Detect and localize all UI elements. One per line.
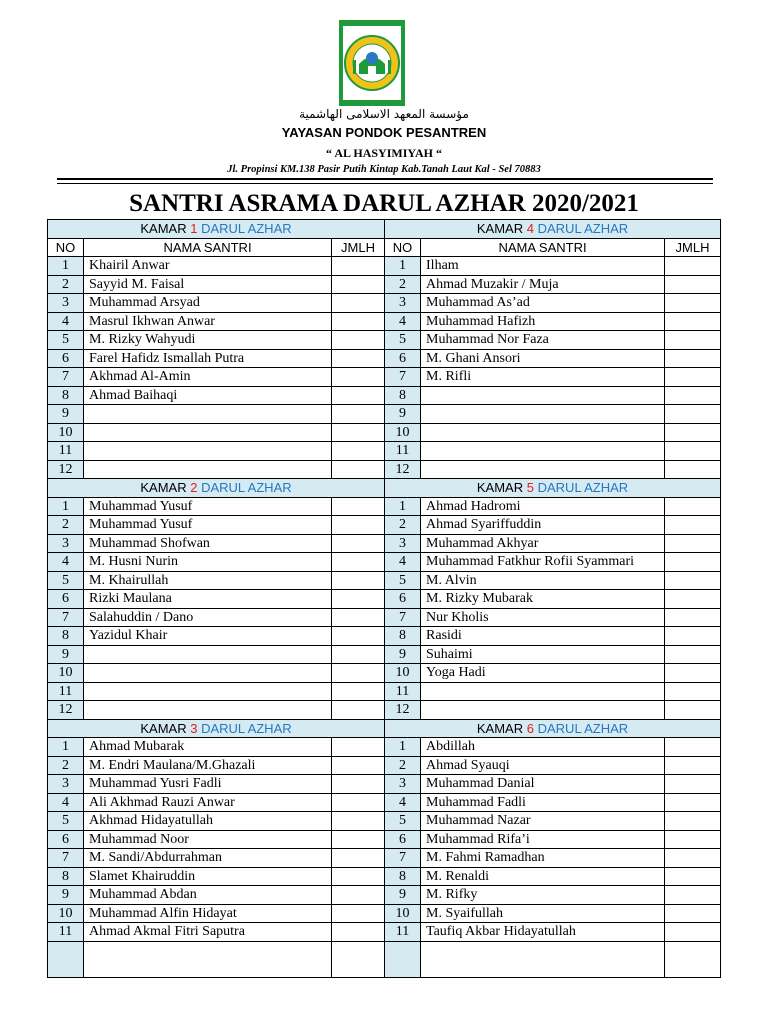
- row-number: 9: [48, 405, 84, 424]
- kamar-word: KAMAR: [140, 480, 187, 496]
- row-number: 6: [385, 590, 421, 609]
- arabic-foundation-name: مؤسسة المعهد الاسلامى الهاشمية: [299, 107, 469, 121]
- row-number: 3: [385, 775, 421, 794]
- student-name: M. Rizky Wahyudi: [84, 331, 332, 350]
- row-number: 10: [385, 423, 421, 442]
- row-number: 5: [48, 571, 84, 590]
- student-name: [421, 701, 665, 720]
- student-name: Sayyid M. Faisal: [84, 275, 332, 294]
- kamar-header-left: [48, 479, 385, 498]
- student-name: [84, 460, 332, 479]
- student-total: [665, 923, 721, 942]
- student-total: [665, 867, 721, 886]
- table-row: [48, 756, 721, 775]
- student-name: Ilham: [421, 257, 665, 276]
- student-total: [332, 294, 385, 313]
- row-number: 9: [385, 645, 421, 664]
- student-name: [421, 386, 665, 405]
- row-number: 7: [385, 368, 421, 387]
- row-number: 1: [48, 257, 84, 276]
- student-name: Ahmad Mubarak: [84, 738, 332, 757]
- kamar-number: 5: [526, 480, 534, 496]
- student-total: [332, 571, 385, 590]
- student-name: [421, 682, 665, 701]
- row-number: 11: [48, 682, 84, 701]
- student-name: [84, 701, 332, 720]
- address: Jl. Propinsi KM.138 Pasir Putih Kintap Kab.Tanah Laut Kal - Sel 70883: [227, 164, 541, 175]
- table-row: [48, 886, 721, 905]
- student-total: [665, 775, 721, 794]
- student-total: [665, 830, 721, 849]
- student-name: M. Rifky: [421, 886, 665, 905]
- foundation-logo: [339, 20, 405, 106]
- row-number: 9: [48, 645, 84, 664]
- row-number: 4: [385, 793, 421, 812]
- student-total: [332, 460, 385, 479]
- column-no-header: NO: [48, 238, 84, 257]
- dorm-name: DARUL AZHAR: [201, 720, 292, 736]
- student-total: [332, 701, 385, 720]
- dorm-name: DARUL AZHAR: [537, 720, 629, 736]
- header-rule-thick: [57, 178, 713, 180]
- student-name: Muhammad Akhyar: [421, 534, 665, 553]
- student-total: [665, 405, 721, 424]
- student-total: [665, 812, 721, 831]
- row-number: 11: [48, 923, 84, 942]
- foundation-name: YAYASAN PONDOK PESANTREN: [281, 125, 487, 140]
- student-total: [665, 442, 721, 461]
- student-total: [332, 812, 385, 831]
- student-total: [665, 294, 721, 313]
- student-name: M. Khairullah: [84, 571, 332, 590]
- kamar-word: KAMAR: [140, 720, 187, 736]
- student-total: [332, 312, 385, 331]
- page-title: SANTRI ASRAMA DARUL AZHAR 2020/2021: [129, 190, 639, 217]
- student-name: Ahmad Baihaqi: [84, 386, 332, 405]
- table-row: [48, 460, 721, 479]
- kamar-number: 1: [190, 221, 198, 237]
- row-number: 5: [48, 331, 84, 350]
- student-name: [84, 664, 332, 683]
- student-name: [84, 442, 332, 461]
- student-name: Muhammad Alfin Hidayat: [84, 904, 332, 923]
- student-total: [332, 830, 385, 849]
- row-number: 3: [48, 534, 84, 553]
- table-row: [48, 571, 721, 590]
- student-name: M. Husni Nurin: [84, 553, 332, 572]
- column-name-header: NAMA SANTRI: [84, 238, 332, 257]
- row-number: 7: [48, 608, 84, 627]
- row-number: 8: [48, 386, 84, 405]
- student-total: [332, 756, 385, 775]
- student-name: Nur Kholis: [421, 608, 665, 627]
- row-number: 10: [48, 664, 84, 683]
- table-row: [48, 608, 721, 627]
- kamar-header-row: [48, 719, 721, 738]
- student-total: [665, 645, 721, 664]
- row-number: 11: [48, 442, 84, 461]
- student-name: Muhammad Shofwan: [84, 534, 332, 553]
- student-name: M. Endri Maulana/M.Ghazali: [84, 756, 332, 775]
- table-row: [48, 645, 721, 664]
- student-name: [421, 442, 665, 461]
- table-row: [48, 534, 721, 553]
- row-number: 7: [385, 608, 421, 627]
- student-total: [332, 867, 385, 886]
- student-total: [332, 608, 385, 627]
- kamar-header-right: [385, 220, 721, 239]
- table-row: [48, 294, 721, 313]
- student-name: Akhmad Hidayatullah: [84, 812, 332, 831]
- row-number: 6: [385, 349, 421, 368]
- row-number: 1: [48, 738, 84, 757]
- row-number: 3: [385, 534, 421, 553]
- row-number: 9: [385, 405, 421, 424]
- row-number: 2: [385, 756, 421, 775]
- student-total: [665, 275, 721, 294]
- dorm-name: DARUL AZHAR: [537, 221, 629, 237]
- student-total: [665, 738, 721, 757]
- row-number: 6: [385, 830, 421, 849]
- student-name: M. Alvin: [421, 571, 665, 590]
- table-row: [48, 793, 721, 812]
- row-number: 2: [48, 516, 84, 535]
- table-row: [48, 312, 721, 331]
- row-number: 6: [48, 830, 84, 849]
- row-number: 8: [385, 627, 421, 646]
- student-total: [665, 497, 721, 516]
- student-name: Masrul Ikhwan Anwar: [84, 312, 332, 331]
- student-total: [332, 775, 385, 794]
- student-total: [332, 941, 385, 978]
- row-number: 11: [385, 682, 421, 701]
- student-name: Taufiq Akbar Hidayatullah: [421, 923, 665, 942]
- student-total: [665, 886, 721, 905]
- student-name: Slamet Khairuddin: [84, 867, 332, 886]
- table-row: [48, 349, 721, 368]
- row-number: 10: [48, 904, 84, 923]
- row-number: 3: [48, 775, 84, 794]
- kamar-header-right: [385, 479, 721, 498]
- table-row: [48, 812, 721, 831]
- student-name: Muhammad Nor Faza: [421, 331, 665, 350]
- table-row: [48, 904, 721, 923]
- kamar-number: 2: [190, 480, 198, 496]
- student-total: [665, 571, 721, 590]
- column-header-row: [48, 238, 721, 257]
- student-name: [421, 405, 665, 424]
- student-name: Ahmad Hadromi: [421, 497, 665, 516]
- student-name: M. Syaifullah: [421, 904, 665, 923]
- student-total: [665, 349, 721, 368]
- student-name: Akhmad Al-Amin: [84, 368, 332, 387]
- row-number: 10: [385, 904, 421, 923]
- row-number: 12: [48, 460, 84, 479]
- student-name: M. Sandi/Abdurrahman: [84, 849, 332, 868]
- row-number: 12: [385, 460, 421, 479]
- row-number: 11: [385, 442, 421, 461]
- dorm-name: DARUL AZHAR: [201, 221, 292, 237]
- student-name: Muhammad Arsyad: [84, 294, 332, 313]
- column-total-header: JMLH: [665, 238, 721, 257]
- student-name: Ahmad Syariffuddin: [421, 516, 665, 535]
- student-total: [332, 497, 385, 516]
- student-name: Yazidul Khair: [84, 627, 332, 646]
- student-name: M. Rizky Mubarak: [421, 590, 665, 609]
- student-name: Ahmad Muzakir / Muja: [421, 275, 665, 294]
- row-number: 1: [385, 257, 421, 276]
- dorm-name: DARUL AZHAR: [537, 480, 629, 496]
- table-row: [48, 442, 721, 461]
- row-number: 8: [48, 627, 84, 646]
- kamar-word: KAMAR: [476, 720, 524, 736]
- student-name: [84, 682, 332, 701]
- student-total: [332, 886, 385, 905]
- row-number: 2: [48, 756, 84, 775]
- student-total: [332, 645, 385, 664]
- row-number: 6: [48, 590, 84, 609]
- row-number: 1: [385, 497, 421, 516]
- table-row: [48, 830, 721, 849]
- student-total: [665, 627, 721, 646]
- student-name: Muhammad Nazar: [421, 812, 665, 831]
- student-name: M. Fahmi Ramadhan: [421, 849, 665, 868]
- student-total: [332, 516, 385, 535]
- row-number: 4: [48, 312, 84, 331]
- row-number: 10: [385, 664, 421, 683]
- student-total: [332, 423, 385, 442]
- row-number: 4: [385, 553, 421, 572]
- kamar-header-right: [385, 719, 721, 738]
- student-total: [332, 904, 385, 923]
- table-row: [48, 331, 721, 350]
- table-row: [48, 405, 721, 424]
- table-row: [48, 386, 721, 405]
- kamar-header-row: [48, 220, 721, 239]
- student-total: [665, 257, 721, 276]
- student-name: Salahuddin / Dano: [84, 608, 332, 627]
- row-number: [385, 941, 421, 978]
- student-name: Muhammad Danial: [421, 775, 665, 794]
- student-total: [332, 405, 385, 424]
- student-name: Ahmad Syauqi: [421, 756, 665, 775]
- student-name: Suhaimi: [421, 645, 665, 664]
- column-total-header: JMLH: [332, 238, 385, 257]
- row-number: 7: [48, 368, 84, 387]
- student-name: Muhammad Fatkhur Rofii Syammari: [421, 553, 665, 572]
- kamar-word: KAMAR: [140, 221, 187, 237]
- student-name: Farel Hafidz Ismallah Putra: [84, 349, 332, 368]
- row-number: 4: [48, 793, 84, 812]
- student-total: [665, 941, 721, 978]
- row-number: 2: [385, 516, 421, 535]
- table-row: [48, 553, 721, 572]
- row-number: 2: [385, 275, 421, 294]
- row-number: 12: [48, 701, 84, 720]
- student-name: Muhammad Yusri Fadli: [84, 775, 332, 794]
- student-total: [332, 664, 385, 683]
- table-row: [48, 941, 721, 978]
- student-total: [665, 534, 721, 553]
- header-rule-thin: [57, 183, 713, 184]
- student-name: Yoga Hadi: [421, 664, 665, 683]
- student-total: [332, 682, 385, 701]
- student-name: M. Rifli: [421, 368, 665, 387]
- student-total: [665, 682, 721, 701]
- student-total: [332, 534, 385, 553]
- table-row: [48, 516, 721, 535]
- column-no-header: NO: [385, 238, 421, 257]
- row-number: 3: [385, 294, 421, 313]
- row-number: 2: [48, 275, 84, 294]
- pesantren-name: “ AL HASYIMIYAH “: [326, 146, 442, 160]
- kamar-number: 6: [526, 720, 534, 736]
- student-total: [332, 442, 385, 461]
- kamar-header-left: [48, 719, 385, 738]
- row-number: 5: [385, 812, 421, 831]
- student-name: Muhammad Fadli: [421, 793, 665, 812]
- row-number: 4: [48, 553, 84, 572]
- table-row: [48, 423, 721, 442]
- student-total: [665, 312, 721, 331]
- row-number: 7: [385, 849, 421, 868]
- student-total: [665, 516, 721, 535]
- row-number: 8: [48, 867, 84, 886]
- table-row: [48, 775, 721, 794]
- student-name: Muhammad Yusuf: [84, 497, 332, 516]
- row-number: 5: [385, 571, 421, 590]
- row-number: [48, 941, 84, 978]
- table-row: [48, 701, 721, 720]
- student-name: Muhammad As’ad: [421, 294, 665, 313]
- row-number: 8: [385, 386, 421, 405]
- row-number: 7: [48, 849, 84, 868]
- student-name: [421, 941, 665, 978]
- student-total: [332, 738, 385, 757]
- kamar-word: KAMAR: [476, 480, 524, 496]
- table-row: [48, 590, 721, 609]
- kamar-header-left: [48, 220, 385, 239]
- table-row: [48, 275, 721, 294]
- table-row: [48, 738, 721, 757]
- row-number: 3: [48, 294, 84, 313]
- row-number: 9: [48, 886, 84, 905]
- row-number: 1: [48, 497, 84, 516]
- student-name: Khairil Anwar: [84, 257, 332, 276]
- table-row: [48, 664, 721, 683]
- student-total: [332, 553, 385, 572]
- student-total: [332, 923, 385, 942]
- row-number: 10: [48, 423, 84, 442]
- student-name: Muhammad Yusuf: [84, 516, 332, 535]
- student-name: [421, 460, 665, 479]
- student-total: [665, 423, 721, 442]
- student-roster-table: [47, 219, 721, 978]
- student-total: [665, 701, 721, 720]
- student-total: [665, 331, 721, 350]
- student-name: [84, 423, 332, 442]
- table-row: [48, 867, 721, 886]
- student-total: [332, 257, 385, 276]
- student-total: [332, 368, 385, 387]
- kamar-number: 4: [526, 221, 534, 237]
- student-name: [84, 645, 332, 664]
- kamar-word: KAMAR: [476, 221, 524, 237]
- student-total: [665, 590, 721, 609]
- student-total: [332, 793, 385, 812]
- row-number: 11: [385, 923, 421, 942]
- student-total: [332, 331, 385, 350]
- student-total: [665, 368, 721, 387]
- student-name: [421, 423, 665, 442]
- row-number: 5: [48, 812, 84, 831]
- student-total: [665, 608, 721, 627]
- kamar-number: 3: [190, 720, 198, 736]
- table-row: [48, 849, 721, 868]
- student-total: [665, 553, 721, 572]
- student-total: [665, 386, 721, 405]
- row-number: 1: [385, 738, 421, 757]
- student-name: Ahmad Akmal Fitri Saputra: [84, 923, 332, 942]
- student-name: Muhammad Rifa’i: [421, 830, 665, 849]
- student-total: [332, 275, 385, 294]
- row-number: 4: [385, 312, 421, 331]
- student-total: [332, 849, 385, 868]
- student-name: M. Ghani Ansori: [421, 349, 665, 368]
- table-row: [48, 368, 721, 387]
- student-total: [332, 386, 385, 405]
- table-row: [48, 923, 721, 942]
- mosque-emblem-icon: [339, 20, 405, 106]
- student-name: Muhammad Abdan: [84, 886, 332, 905]
- student-total: [665, 849, 721, 868]
- row-number: 6: [48, 349, 84, 368]
- student-name: Rizki Maulana: [84, 590, 332, 609]
- row-number: 12: [385, 701, 421, 720]
- student-total: [332, 627, 385, 646]
- student-name: Muhammad Noor: [84, 830, 332, 849]
- row-number: 9: [385, 886, 421, 905]
- student-name: M. Renaldi: [421, 867, 665, 886]
- student-total: [665, 664, 721, 683]
- kamar-header-row: [48, 479, 721, 498]
- dorm-name: DARUL AZHAR: [201, 480, 292, 496]
- student-name: [84, 941, 332, 978]
- student-total: [665, 460, 721, 479]
- table-row: [48, 257, 721, 276]
- table-row: [48, 497, 721, 516]
- row-number: 8: [385, 867, 421, 886]
- row-number: 5: [385, 331, 421, 350]
- table-row: [48, 627, 721, 646]
- student-name: Ali Akhmad Rauzi Anwar: [84, 793, 332, 812]
- student-total: [332, 349, 385, 368]
- table-row: [48, 682, 721, 701]
- student-name: Abdillah: [421, 738, 665, 757]
- student-name: Rasidi: [421, 627, 665, 646]
- column-name-header: NAMA SANTRI: [421, 238, 665, 257]
- student-name: [84, 405, 332, 424]
- student-total: [665, 904, 721, 923]
- student-total: [332, 590, 385, 609]
- student-name: Muhammad Hafizh: [421, 312, 665, 331]
- student-total: [665, 756, 721, 775]
- student-total: [665, 793, 721, 812]
